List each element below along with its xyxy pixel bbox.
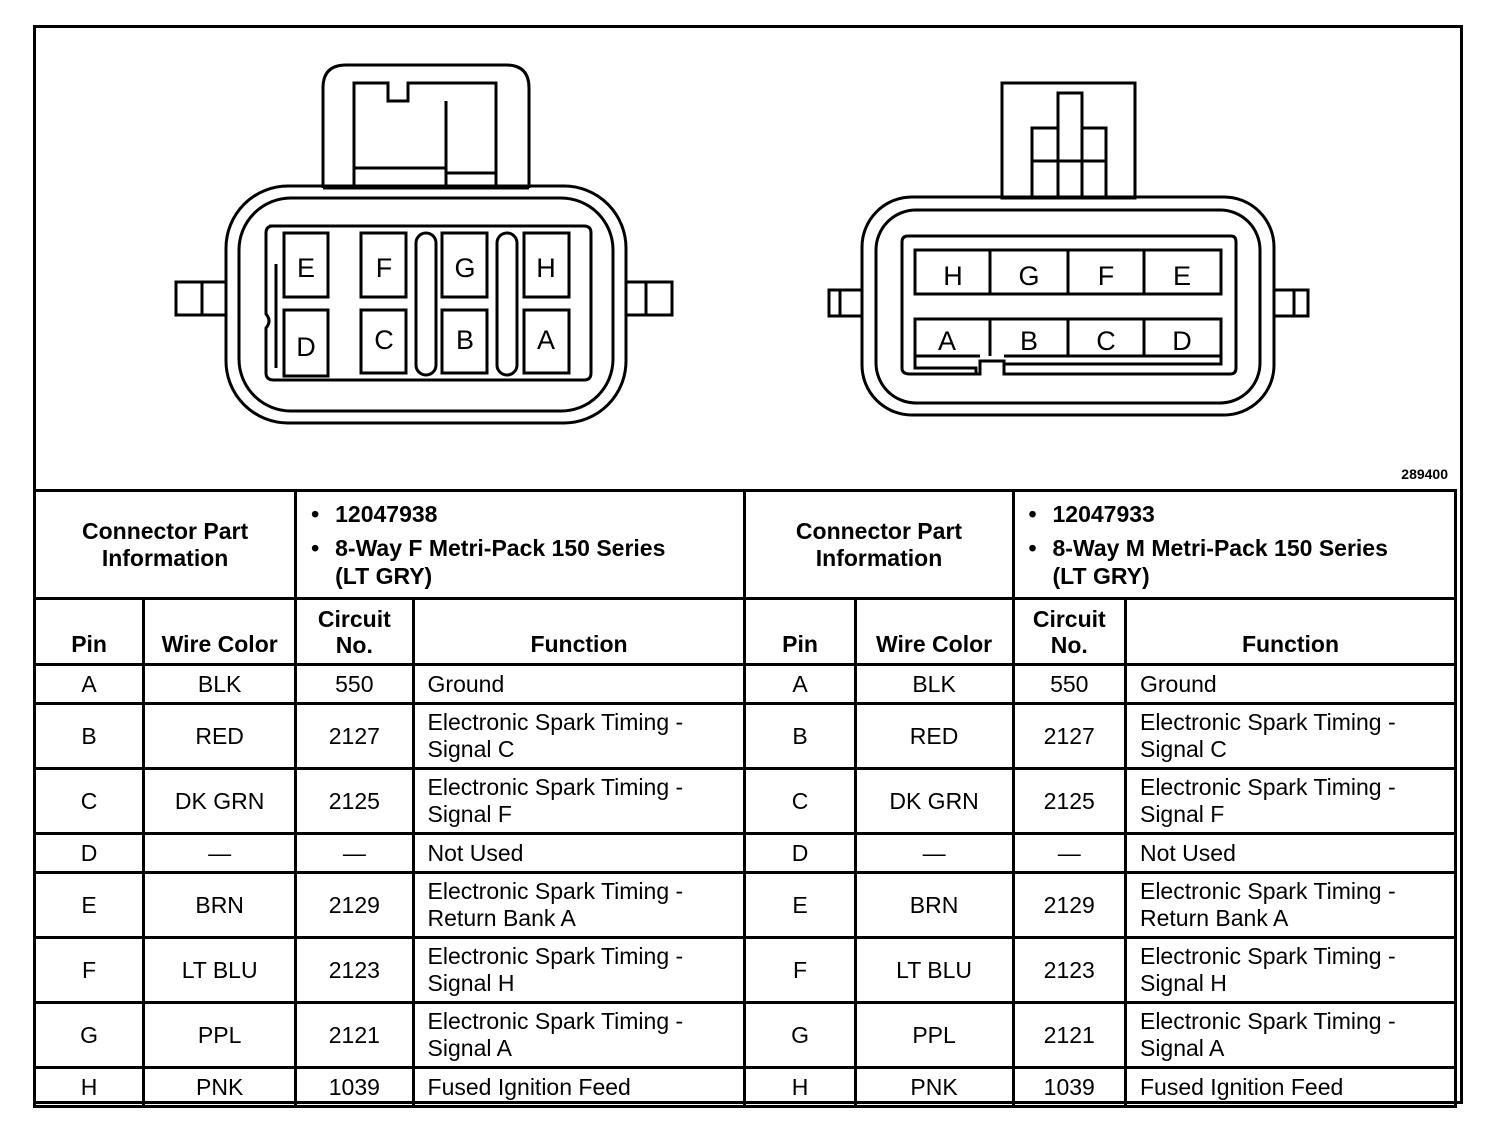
male-pin-H: H xyxy=(943,261,963,291)
wire-color-cell: — xyxy=(144,834,296,873)
circuit-cell: 2127 xyxy=(296,704,413,769)
info-header-line2: Information xyxy=(101,544,229,571)
function-line1: Electronic Spark Timing - xyxy=(427,878,684,904)
function-line1: Electronic Spark Timing - xyxy=(427,1008,684,1034)
table-row xyxy=(35,704,1456,769)
function-cell xyxy=(1125,1003,1455,1068)
function-cell xyxy=(1125,665,1455,704)
male-pin-A: A xyxy=(937,326,957,356)
wire-color-cell: LT BLU xyxy=(855,938,1013,1003)
function-cell xyxy=(1125,834,1455,873)
female-pin-F: F xyxy=(375,253,393,283)
color-left: (LT GRY) xyxy=(335,562,433,589)
wire-color-cell: — xyxy=(855,834,1013,873)
function-line1: Electronic Spark Timing - xyxy=(427,943,684,969)
pin-cell: H xyxy=(745,1068,855,1107)
table-row xyxy=(35,769,1456,834)
function-cell xyxy=(1125,704,1455,769)
pin-cell: D xyxy=(745,834,855,873)
header-wire-color: Wire Color xyxy=(855,599,1013,665)
circuit-cell: 1039 xyxy=(1013,1068,1125,1107)
function-line2: Signal C xyxy=(427,736,515,762)
function-line2: Return Bank A xyxy=(1139,905,1289,931)
pin-cell: B xyxy=(35,704,144,769)
circuit-cell: — xyxy=(1013,834,1125,873)
diagram-frame xyxy=(33,25,1463,1104)
connector-table xyxy=(33,489,1457,1108)
function-line1: Not Used xyxy=(427,839,524,866)
circuit-cell: 550 xyxy=(296,665,413,704)
part-info-header-right xyxy=(745,491,1013,599)
table-row xyxy=(35,1003,1456,1068)
function-line2: Signal C xyxy=(1139,736,1227,762)
female-pin-A: A xyxy=(536,325,556,355)
function-line1: Electronic Spark Timing - xyxy=(1139,943,1396,969)
color-right: (LT GRY) xyxy=(1052,562,1150,589)
description-left: • 8-Way F Metri-Pack 150 Series xyxy=(335,534,743,562)
table-row xyxy=(35,1068,1456,1107)
wire-color-cell: DK GRN xyxy=(144,769,296,834)
function-line1: Electronic Spark Timing - xyxy=(1139,878,1396,904)
pin-cell: E xyxy=(745,873,855,938)
function-line1: Electronic Spark Timing - xyxy=(427,774,684,800)
info-header-line1: Connector Part xyxy=(795,517,963,544)
pin-cell: A xyxy=(745,665,855,704)
part-number-right: • 12047933 xyxy=(1053,500,1454,528)
female-pin-E: E xyxy=(296,253,316,283)
function-line2: Return Bank A xyxy=(427,905,576,931)
column-header-row xyxy=(35,599,1456,665)
function-cell xyxy=(413,769,745,834)
circuit-cell: 1039 xyxy=(296,1068,413,1107)
header-function: Function xyxy=(413,599,745,665)
circuit-cell: — xyxy=(296,834,413,873)
function-cell xyxy=(413,704,745,769)
female-connector xyxy=(176,65,672,423)
header-pin: Pin xyxy=(35,599,144,665)
function-line1: Electronic Spark Timing - xyxy=(1139,1008,1396,1034)
function-cell xyxy=(1125,769,1455,834)
male-pin-F: F xyxy=(1097,261,1115,291)
part-info-header-left xyxy=(35,491,296,599)
circuit-cell: 2123 xyxy=(1013,938,1125,1003)
male-pin-C: C xyxy=(1096,326,1116,356)
wire-color-cell: BLK xyxy=(855,665,1013,704)
part-info-right xyxy=(1013,491,1455,599)
pin-cell: G xyxy=(745,1003,855,1068)
header-circuit-line2: No. xyxy=(1050,631,1088,658)
pin-cell: C xyxy=(35,769,144,834)
description-right: • 8-Way M Metri-Pack 150 Series xyxy=(1053,534,1454,562)
header-circuit-line1: Circuit xyxy=(317,605,391,632)
circuit-cell: 2121 xyxy=(296,1003,413,1068)
wire-color-cell: BLK xyxy=(144,665,296,704)
wire-color-cell: RED xyxy=(855,704,1013,769)
function-cell xyxy=(1125,873,1455,938)
function-cell xyxy=(1125,938,1455,1003)
wire-color-cell: PNK xyxy=(855,1068,1013,1107)
pin-cell: E xyxy=(35,873,144,938)
pin-cell: D xyxy=(35,834,144,873)
circuit-cell: 2129 xyxy=(1013,873,1125,938)
function-line1: Ground xyxy=(1139,670,1217,697)
function-cell xyxy=(1125,1068,1455,1107)
info-header-line1: Connector Part xyxy=(81,517,249,544)
function-line2: Signal A xyxy=(1139,1035,1225,1061)
male-pin-E: E xyxy=(1172,261,1192,291)
part-info-row xyxy=(35,491,1456,599)
function-line2: Signal H xyxy=(1139,970,1227,996)
header-circuit xyxy=(296,599,413,665)
table-row xyxy=(35,873,1456,938)
female-pin-D: D xyxy=(296,332,316,362)
circuit-cell: 2125 xyxy=(1013,769,1125,834)
pin-cell: C xyxy=(745,769,855,834)
circuit-cell: 550 xyxy=(1013,665,1125,704)
circuit-cell: 2125 xyxy=(296,769,413,834)
circuit-cell: 2121 xyxy=(1013,1003,1125,1068)
function-line1: Ground xyxy=(427,670,505,697)
connector-drawings xyxy=(36,28,1460,489)
function-line1: Not Used xyxy=(1139,839,1236,866)
function-line1: Fused Ignition Feed xyxy=(1139,1073,1344,1100)
female-pin-G: G xyxy=(454,253,476,283)
function-cell xyxy=(413,1003,745,1068)
circuit-cell: 2129 xyxy=(296,873,413,938)
header-circuit-line2: No. xyxy=(335,631,373,658)
table-row xyxy=(35,665,1456,704)
function-line1: Fused Ignition Feed xyxy=(427,1073,631,1100)
wire-color-cell: PPL xyxy=(855,1003,1013,1068)
male-pin-B: B xyxy=(1019,326,1039,356)
function-cell xyxy=(413,665,745,704)
table-row xyxy=(35,834,1456,873)
function-cell xyxy=(413,1068,745,1107)
info-header-line2: Information xyxy=(815,544,943,571)
function-cell xyxy=(413,873,745,938)
circuit-cell: 2123 xyxy=(296,938,413,1003)
function-line2: Signal F xyxy=(1139,801,1225,827)
female-pin-H: H xyxy=(536,253,556,283)
part-info-left xyxy=(296,491,745,599)
male-pin-D: D xyxy=(1172,326,1192,356)
pin-cell: A xyxy=(35,665,144,704)
function-line1: Electronic Spark Timing - xyxy=(1139,774,1396,800)
male-connector xyxy=(829,83,1308,415)
table-row xyxy=(35,938,1456,1003)
pin-cell: B xyxy=(745,704,855,769)
function-line1: Electronic Spark Timing - xyxy=(427,709,684,735)
wire-color-cell: PPL xyxy=(144,1003,296,1068)
part-number-left: • 12047938 xyxy=(335,500,743,528)
figure-number: 289400 xyxy=(1401,466,1448,482)
pin-cell: F xyxy=(35,938,144,1003)
function-cell xyxy=(413,938,745,1003)
wire-color-cell: DK GRN xyxy=(855,769,1013,834)
wire-color-cell: BRN xyxy=(855,873,1013,938)
pin-cell: F xyxy=(745,938,855,1003)
wire-color-cell: BRN xyxy=(144,873,296,938)
female-pin-C: C xyxy=(374,325,394,355)
header-pin: Pin xyxy=(745,599,855,665)
wire-color-cell: PNK xyxy=(144,1068,296,1107)
function-line2: Signal A xyxy=(427,1035,512,1061)
function-line2: Signal F xyxy=(427,801,512,827)
function-line1: Electronic Spark Timing - xyxy=(1139,709,1396,735)
header-circuit-line1: Circuit xyxy=(1032,605,1106,632)
pin-cell: H xyxy=(35,1068,144,1107)
wire-color-cell: RED xyxy=(144,704,296,769)
male-pin-G: G xyxy=(1018,261,1040,291)
circuit-cell: 2127 xyxy=(1013,704,1125,769)
function-cell xyxy=(413,834,745,873)
header-function: Function xyxy=(1125,599,1455,665)
female-pin-B: B xyxy=(455,325,475,355)
function-line2: Signal H xyxy=(427,970,515,996)
pin-cell: G xyxy=(35,1003,144,1068)
wire-color-cell: LT BLU xyxy=(144,938,296,1003)
header-circuit xyxy=(1013,599,1125,665)
header-wire-color: Wire Color xyxy=(144,599,296,665)
